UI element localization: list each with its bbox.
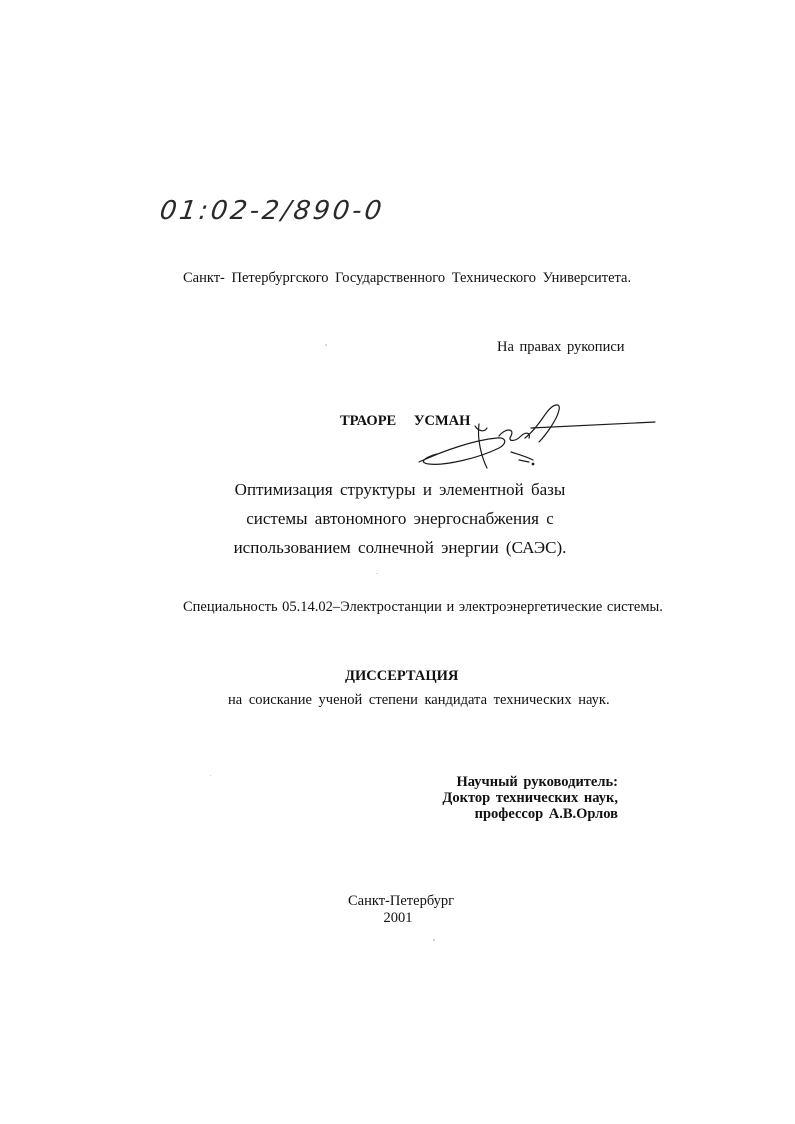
advisor-line-3: профессор А.В.Орлов [474,806,618,822]
city: Санкт-Петербург [348,893,455,909]
manuscript-rights-note: На правах рукописи [497,339,625,355]
handwritten-archive-number: 01:02-2/890-0 [157,196,387,226]
advisor-line-2: Доктор технических наук, [442,790,618,806]
title-line-2: системы автономного энергоснабжения с [246,509,554,528]
author-name: ТРАОРЕ УСМАН [340,413,471,429]
scan-speck [210,775,211,776]
year: 2001 [383,910,413,926]
scan-speck [433,939,435,941]
speciality-line: Специальность 05.14.02–Электростанции и электроэнергетические системы. [183,599,663,615]
scan-speck [376,573,378,574]
title-line-1: Оптимизация структуры и элементной базы [234,480,566,499]
place-and-year [348,893,455,927]
document-type-heading: ДИССЕРТАЦИЯ [345,668,459,684]
scientific-advisor-block [440,774,618,822]
university-name: Санкт- Петербургского Государственного Технического Университета. [183,270,632,286]
author-signature [415,398,660,474]
advisor-line-1: Научный руководитель: [456,774,618,790]
title-line-3: использованием солнечной энергии (САЭС). [233,538,567,557]
scan-speck [325,344,327,346]
degree-line: на соискание ученой степени кандидата технических наук. [228,692,610,708]
dissertation-title [190,475,610,562]
